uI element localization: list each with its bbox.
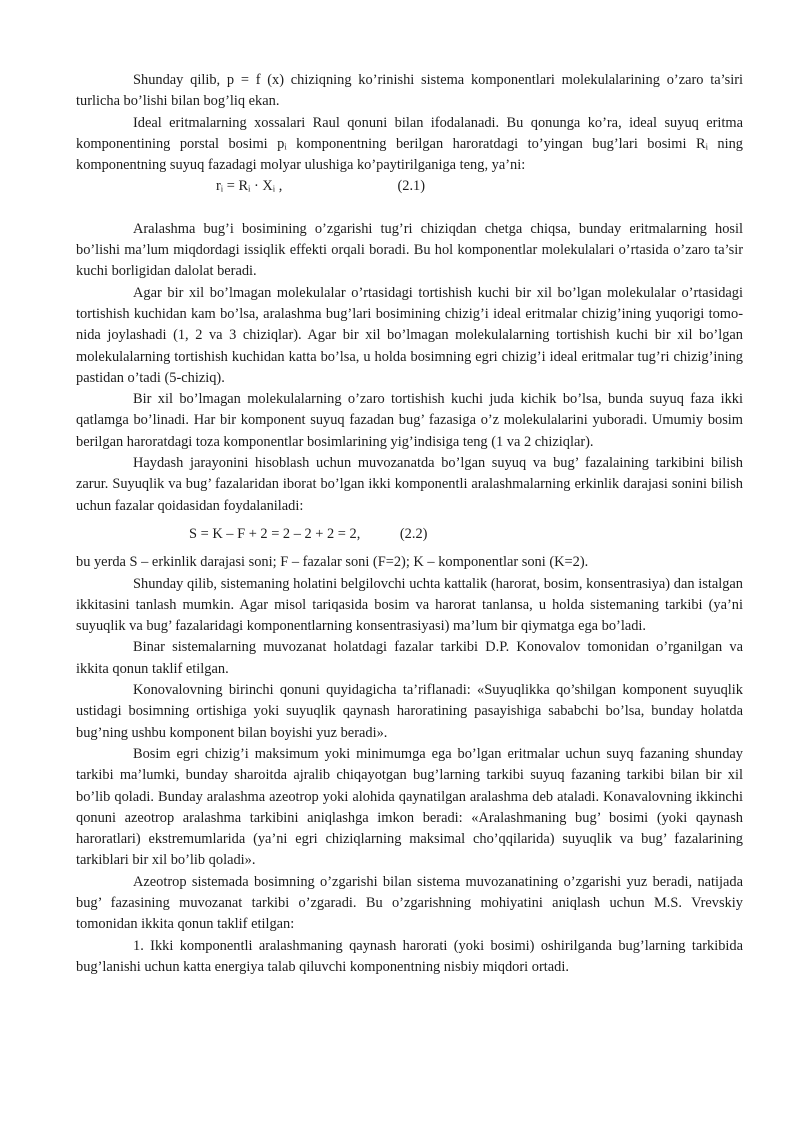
paragraph-8: Shunday qilib, sistemaning holatini belgilovchi uchta kattalik (harorat, bosim, konsentrasiya) dan istalgan ikkitasini tanlash mumkin. Agar misol tariqasida bosim va harorat tanlansa, u holda sistemaning tarkibi (ya’ni suyuqlik va bug’ fazalaridagi komponentlarning konsentrasiyasi) ma’lum bir qiymatga ega bo’ladi.: [76, 575, 743, 635]
formula-2-2: S = K – F + 2 = 2 – 2 + 2 = 2, (2.2): [189, 525, 428, 542]
paragraph-11: Bosim egri chizig’i maksimum yoki minimumga ega bo’lgan eritmalar uchun suyq fazaning shunday tarkibi ma’lumki, bunday sharoitda ajralib chiqayotgan bug’larning tarkibi suyuq fazaning tarkibi bilan bir xil bo’lib qoladi. Bunday aralashma azeotrop yoki alohida qaynatilgan aralashma deb ataladi. Konavalovning ikkinchi qonuni azeotrop aralashma tarkibini aniqlashga imkon beradi: «Aralashmaning bug’ bosimi (yoki qaynash haroratlari) ekstremumlarida (ya’ni egri chiziqlarning maksimal cho’qqilarida) suyuqlik va bug’ fazalarining tarkiblari bir xil bo’lib qoladi».: [76, 745, 743, 869]
paragraph-7: bu yerda S – erkinlik darajasi soni; F – fazalar soni (F=2); K – komponentlar soni (K=2).: [76, 554, 589, 571]
paragraph-1: Shunday qilib, p = f (x) chiziqning ko’rinishi sistema komponentlari molekulalarining o’zaro ta’siri turlicha bo’lishi bilan bog’liq ekan.: [76, 72, 743, 110]
formula-2-1: rᵢ = Rᵢ · Xᵢ , (2.1): [216, 178, 426, 195]
paragraph-13: 1. Ikki komponentli aralashmaning qaynash harorati (yoki bosimi) oshirilganda bug’larning tarkibida bug’lanishi uchun katta energiya talab qiluvchi komponentning nisbiy miqdori ortadi.: [76, 937, 743, 975]
paragraph-3: Aralashma bug’i bosimining o’zgarishi tug’ri chiziqdan chetga chiqsa, bunday eritmalarning hosil bo’lishi ma’lum miqdordagi issiqlik effekti orqali boradi. Bu hol komponentlar molekulalari o’rtasida o’zaro ta’sir kuchi borligidan dalolat beradi.: [76, 220, 743, 280]
paragraph-6: Haydash jarayonini hisoblash uchun muvozanatda bo’lgan suyuq va bug’ fazalaining tarkibini bilish zarur. Suyuqlik va bug’ fazalaridan iborat bo’lgan ikki komponentli aralashmalarning erkinlik darajasi sonini bilish uchun fazalar qoidasidan foydalaniladi:: [76, 455, 743, 514]
paragraph-9: Binar sistemalarning muvozanat holatdagi fazalar tarkibi D.P. Konovalov tomonidan o’rganilgan va ikkita qonun taklif etilgan.: [76, 639, 743, 677]
paragraph-10: Konovalovning birinchi qonuni quyidagicha ta’riflanadi: «Suyuqlikka qo’shilgan komponent suyuqlik ustidagi bosimning ortishiga yoki suyuqlik qaynash haroratining pasayishiga sababchi bo’lsa, bunday holatda bug’ning ushbu komponent bilan boyishi yuz beradi».: [76, 682, 743, 741]
paragraph-2: Ideal eritmalarning xossalari Raul qonuni bilan ifodalanadi. Bu qonunga ko’ra, ideal suyuq eritma komponentining porstal bosimi pᵢ komponentning berilgan haroratdagi to’yingan bug’lari bosimi Rᵢ ning komponentning suyuq fazadagi molyar ulushiga ko’paytirilganiga teng, ya’ni:: [76, 114, 743, 174]
paragraph-5: Bir xil bo’lmagan molekulalarning o’zaro tortishish kuchi juda kichik bo’lsa, bunda suyuq faza ikki qatlamga bo’linadi. Har bir komponent suyuq fazadan bug’ fazasiga o’z molekulalarini yuboradi. Umumiy bosim berilgan haroratdagi toza komponentlar bosimlarining yig’indisiga teng (1 va 2 chiziqlar).: [76, 391, 743, 450]
paragraph-4: Agar bir xil bo’lmagan molekulalar o’rtasidagi tortishish kuchi bir xil bo’lgan molekulalar o’rtasidagi tortishish kuchidan kam bo’lsa, aralashma bug’lari bosimining chizig’i ideal eritmalar chizig’ining yuqorigi tomo-nida joylashadi (1, 2 va 3 chiziqlar). Agar bir xil bo’lmagan molekulalarning tortishish kuchi bir xil bo’lgan molekulalarning tortishish kuchidan katta bo’lsa, u holda bosimning egri chizig’i ideal eritmalar tug’ri chizig’ining pastidan o’tadi (5-chiziq).: [76, 284, 743, 386]
document-page: [76, 70, 743, 978]
paragraph-12: Azeotrop sistemada bosimning o’zgarishi bilan sistema muvozanatining o’zgarishi yuz beradi, natijada bug’ fazasining muvozanat tarkibi o’zgaradi. Bu o’zgarishning mohiyatini aniqlash uchun M.S. Vrevskiy tomonidan ikkita qonun taklif etilgan:: [76, 873, 743, 933]
